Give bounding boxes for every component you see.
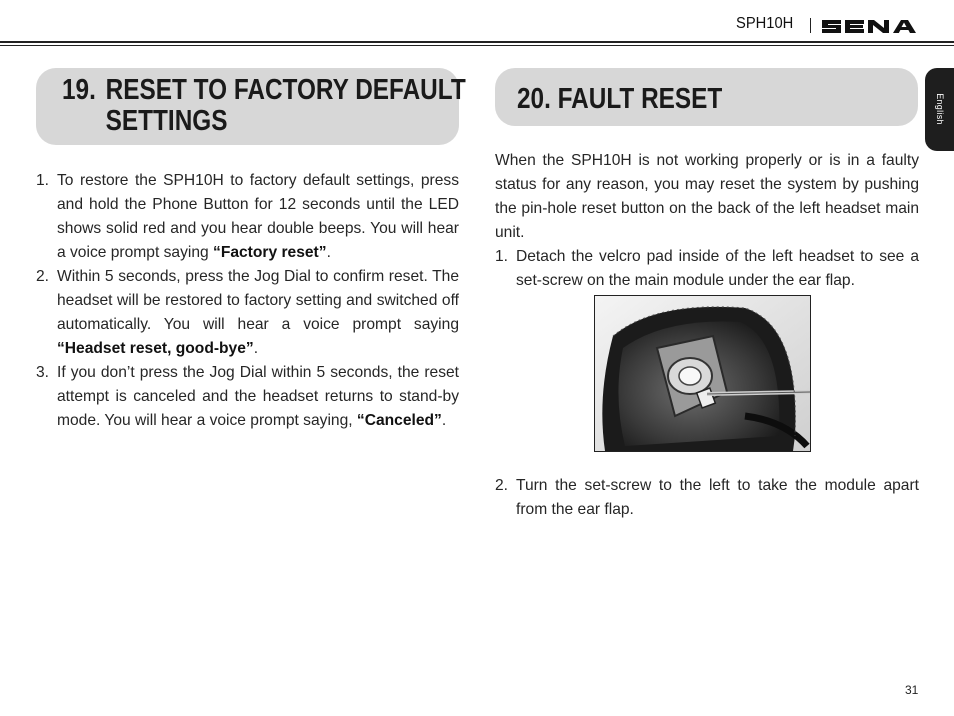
section-19-title bbox=[62, 75, 466, 137]
list-item bbox=[495, 245, 919, 293]
voice-prompt-text: “Headset reset, good-bye” bbox=[57, 340, 254, 357]
section-19-body bbox=[36, 169, 459, 433]
section-20-steps bbox=[495, 245, 919, 293]
step-number: 1. bbox=[495, 248, 509, 265]
section-19-title-line2: SETTINGS bbox=[105, 105, 228, 137]
list-item bbox=[36, 361, 459, 433]
header-model-name: SPH10H bbox=[736, 15, 794, 32]
section-20-steps-continued bbox=[495, 474, 919, 522]
section-19-number: 19. bbox=[62, 74, 96, 106]
list-item bbox=[36, 265, 459, 361]
step-number: 2. bbox=[495, 477, 509, 494]
step-text: Turn the set-screw to the left to take the module apart from the ear flap. bbox=[516, 477, 919, 518]
language-tab-label: English bbox=[935, 93, 945, 125]
step-number: 1. bbox=[36, 172, 50, 189]
section-20-title: 20. FAULT RESET bbox=[517, 83, 723, 115]
page-number: 31 bbox=[905, 683, 919, 697]
language-tab bbox=[925, 68, 954, 151]
header-rule-thick bbox=[0, 41, 954, 43]
section-19-title-line1: RESET TO FACTORY DEFAULT bbox=[105, 74, 466, 106]
headset-module-photo bbox=[594, 295, 811, 452]
step-punctuation: . bbox=[253, 340, 259, 357]
section-20-step-2 bbox=[495, 474, 919, 522]
step-number: 2. bbox=[36, 268, 50, 285]
sena-logo-icon bbox=[822, 16, 920, 36]
step-text: Within 5 seconds, press the Jog Dial to confirm reset. The headset will be restored to factory setting and switched off automatically. You will hear a voice prompt saying bbox=[57, 268, 459, 333]
step-text: If you don’t press the Jog Dial within 5 seconds, the reset attempt is canceled and the headset returns to stand-by mode. You will hear a voice prompt saying, bbox=[57, 364, 459, 429]
voice-prompt-text: “Factory reset” bbox=[213, 244, 327, 261]
step-punctuation: . bbox=[441, 412, 447, 429]
step-punctuation: . bbox=[326, 244, 331, 261]
header-separator bbox=[810, 18, 811, 33]
section-20-intro: When the SPH10H is not working properly or is in a faulty status for any reason, you may reset the system by pushing the pin-hole reset button on the back of the left headset main unit. bbox=[495, 152, 919, 241]
header-rule-thin bbox=[0, 45, 954, 46]
step-text: Detach the velcro pad inside of the left headset to see a set-screw on the main module under the ear flap. bbox=[516, 248, 919, 289]
step-text: To restore the SPH10H to factory default settings, press and hold the Phone Button for 12 seconds until the LED shows solid red and you hear double beeps. You will hear a voice prompt saying bbox=[57, 172, 459, 261]
list-item bbox=[495, 474, 919, 522]
section-19-steps bbox=[36, 169, 459, 433]
step-number: 3. bbox=[36, 364, 50, 381]
section-20-body bbox=[495, 149, 919, 293]
list-item bbox=[36, 169, 459, 265]
voice-prompt-text: “Canceled” bbox=[356, 412, 442, 429]
